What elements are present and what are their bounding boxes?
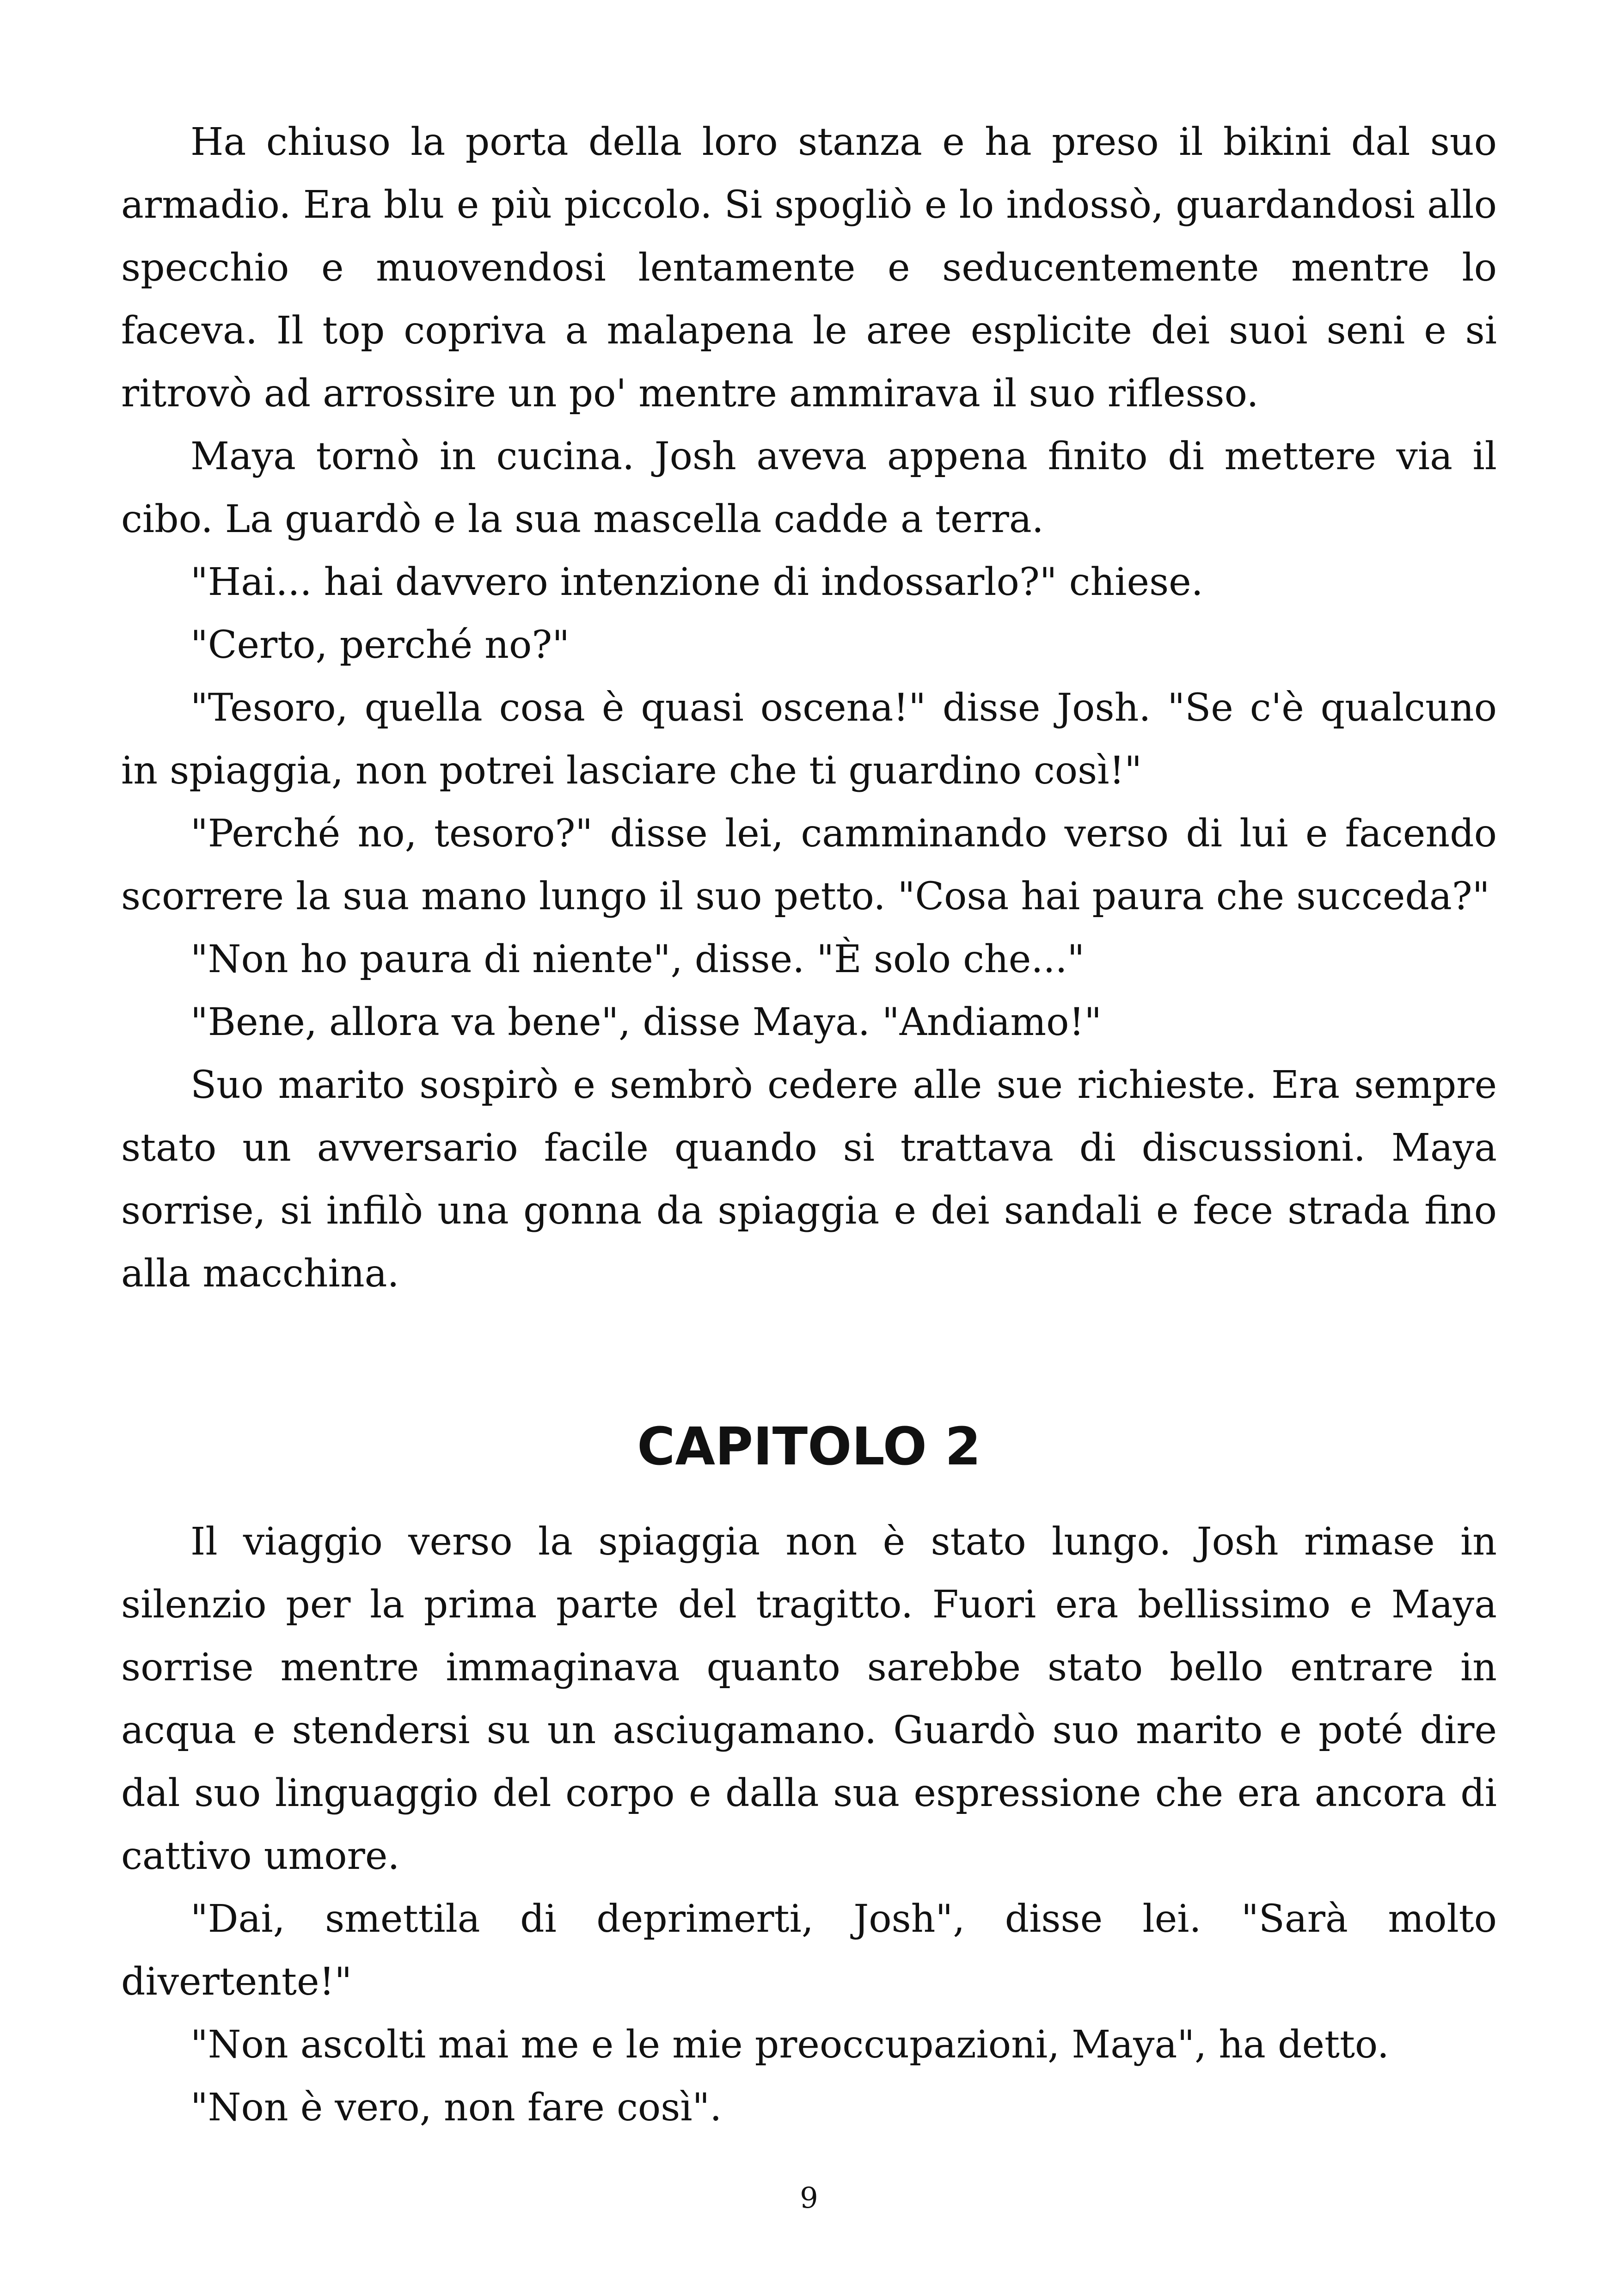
paragraph-9: Suo marito sospirò e sembrò cedere alle sue richieste. Era sempre stato un avversario facile quando si trattava di discussioni. Maya sorrise, si infilò una gonna da spiaggia e dei sandali e fece strada fino alla macchina.	[121, 1063, 1497, 1296]
chapter-2-paragraph-1: Il viaggio verso la spiaggia non è stato lungo. Josh rimase in silenzio per la prima parte del tragitto. Fuori era bellissimo e Maya sorrise mentre immaginava quanto sarebbe stato bello entrare in acqua e stendersi su un asciugamano. Guardò suo marito e poté dire dal suo linguaggio del corpo e dalla sua espressione che era ancora di cattivo umore.	[121, 1520, 1497, 1878]
paragraph-1: Ha chiuso la porta della loro stanza e ha preso il bikini dal suo armadio. Era blu e più piccolo. Si spogliò e lo indossò, guardandosi allo specchio e muovendosi lentamente e seducentemente mentre lo faceva. Il top copriva a malapena le aree esplicite dei suoi seni e si ritrovò ad arrossire un po' mentre ammirava il suo riflesso.	[121, 120, 1497, 416]
paragraph-3: "Hai... hai davvero intenzione di indossarlo?" chiese.	[190, 560, 1203, 604]
chapter-2-text	[121, 1511, 1497, 2139]
paragraph-6: "Perché no, tesoro?" disse lei, camminando verso di lui e facendo scorrere la sua mano lungo il suo petto. "Cosa hai paura che succeda?"	[121, 812, 1497, 918]
paragraph-5: "Tesoro, quella cosa è quasi oscena!" disse Josh. "Se c'è qualcuno in spiaggia, non potrei lasciare che ti guardino così!"	[121, 686, 1497, 793]
chapter-2-paragraph-2: "Dai, smettila di deprimerti, Josh", disse lei. "Sarà molto divertente!"	[121, 1897, 1497, 2004]
paragraph-2: Maya tornò in cucina. Josh aveva appena finito di mettere via il cibo. La guardò e la sua mascella cadde a terra.	[121, 435, 1497, 541]
chapter-2-paragraph-4: "Non è vero, non fare così".	[190, 2086, 722, 2130]
page-number: 9	[800, 2181, 818, 2215]
paragraph-4: "Certo, perché no?"	[190, 623, 570, 667]
chapter-2-paragraph-3: "Non ascolti mai me e le mie preoccupazioni, Maya", ha detto.	[190, 2023, 1389, 2067]
paragraph-8: "Bene, allora va bene", disse Maya. "Andiamo!"	[190, 1000, 1102, 1044]
paragraph-7: "Non ho paura di niente", disse. "È solo che..."	[190, 937, 1085, 981]
section-before-chapter	[121, 111, 1497, 1305]
chapter-title: CAPITOLO 2	[637, 1417, 981, 1477]
